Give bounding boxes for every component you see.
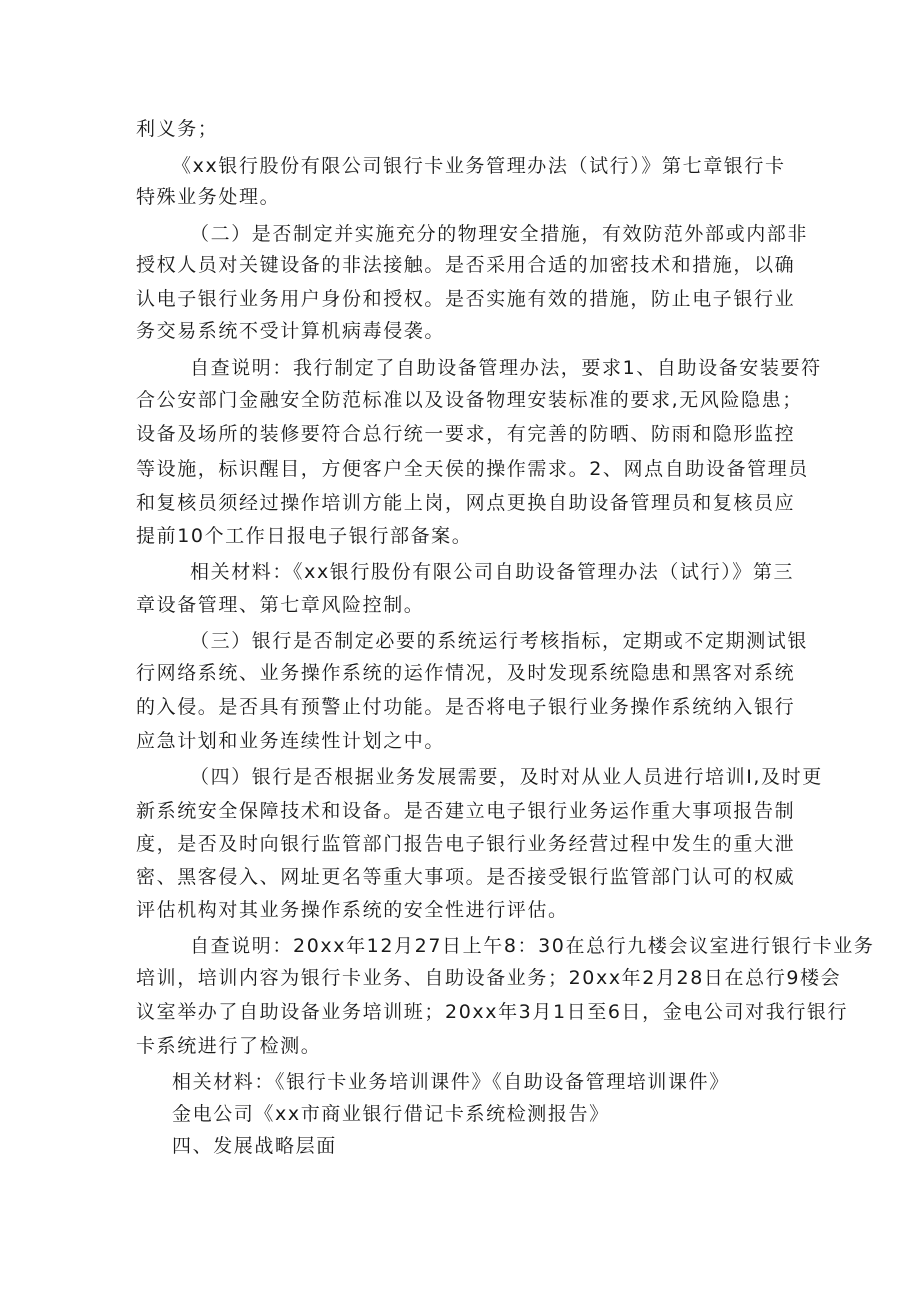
text-line: 应急计划和业务连续性计划之中。 (136, 730, 446, 752)
text-line: 相关材料：《xx银行股份有限公司自助设备管理办法（试行）》第三 (190, 561, 795, 583)
text-line: 卡系统进行了检测。 (136, 1035, 322, 1057)
text-line: 合公安部门金融安全防范标准以及设备物理安装标准的要求,无风险隐患； (136, 389, 803, 411)
text-line: （三）银行是否制定必要的系统运行考核指标，定期或不定期测试银 (190, 630, 809, 652)
text-line: 和复核员须经过操作培训方能上岗，网点更换自助设备管理员和复核员应 (136, 492, 796, 514)
text-line: 议室举办了自助设备业务培训班；20xx年3月1日至6日，金电公司对我行银行 (136, 1001, 849, 1023)
text-line: 密、黑客侵入、网址更名等重大事项。是否接受银行监管部门认可的权威 (136, 866, 796, 888)
text-line: 《xx银行股份有限公司银行卡业务管理办法（试行）》第七章银行卡 (172, 155, 786, 177)
text-line: 自查说明：20xx年12月27日上午8：30在总行九楼会议室进行银行卡业务 (190, 935, 875, 957)
text-line: 务交易系统不受计算机病毒侵袭。 (136, 320, 446, 342)
text-line: 的入侵。是否具有预警止付功能。是否将电子银行业务操作系统纳入银行 (136, 696, 796, 718)
text-line: 评估机构对其业务操作系统的安全性进行评估。 (136, 899, 569, 921)
text-line: （二）是否制定并实施充分的物理安全措施，有效防范外部或内部非 (190, 223, 809, 245)
text-line: 度，是否及时向银行监管部门报告电子银行业务经营过程中发生的重大泄 (136, 833, 796, 855)
text-line: （四）银行是否根据业务发展需要，及时对从业人员进行培训I,及时更 (190, 766, 823, 788)
text-line: 新系统安全保障技术和设备。是否建立电子银行业务运作重大事项报告制 (136, 800, 796, 822)
text-line: 认电子银行业务用户身份和授权。是否实施有效的措施，防止电子银行业 (136, 288, 796, 310)
text-line: 利义务； (136, 118, 219, 140)
text-line: 相关材料：《银行卡业务培训课件》《自助设备管理培训课件》 (172, 1071, 730, 1093)
text-line: 培训，培训内容为银行卡业务、自助设备业务；20xx年2月28日在总行9楼会 (136, 967, 842, 989)
text-line: 自查说明：我行制定了自助设备管理办法，要求1、自助设备安装要符 (190, 357, 822, 379)
text-line: 等设施，标识醒目，方便客户全天侯的操作需求。2、网点自助设备管理员 (136, 458, 809, 480)
text-line: 设备及场所的装修要符合总行统一要求，有完善的防晒、防雨和隐形监控 (136, 423, 796, 445)
text-line: 四、发展战略层面 (172, 1135, 337, 1157)
text-line: 金电公司《xx市商业银行借记卡系统检测报告》 (172, 1103, 610, 1125)
text-line: 行网络系统、业务操作系统的运作情况，及时发现系统隐患和黑客对系统 (136, 662, 796, 684)
text-line: 章设备管理、第七章风险控制。 (136, 594, 425, 616)
text-line: 特殊业务处理。 (136, 186, 281, 208)
text-line: 提前10个工作日报电子银行部备案。 (136, 525, 473, 547)
text-line: 授权人员对关键设备的非法接触。是否采用合适的加密技术和措施，以确 (136, 254, 796, 276)
